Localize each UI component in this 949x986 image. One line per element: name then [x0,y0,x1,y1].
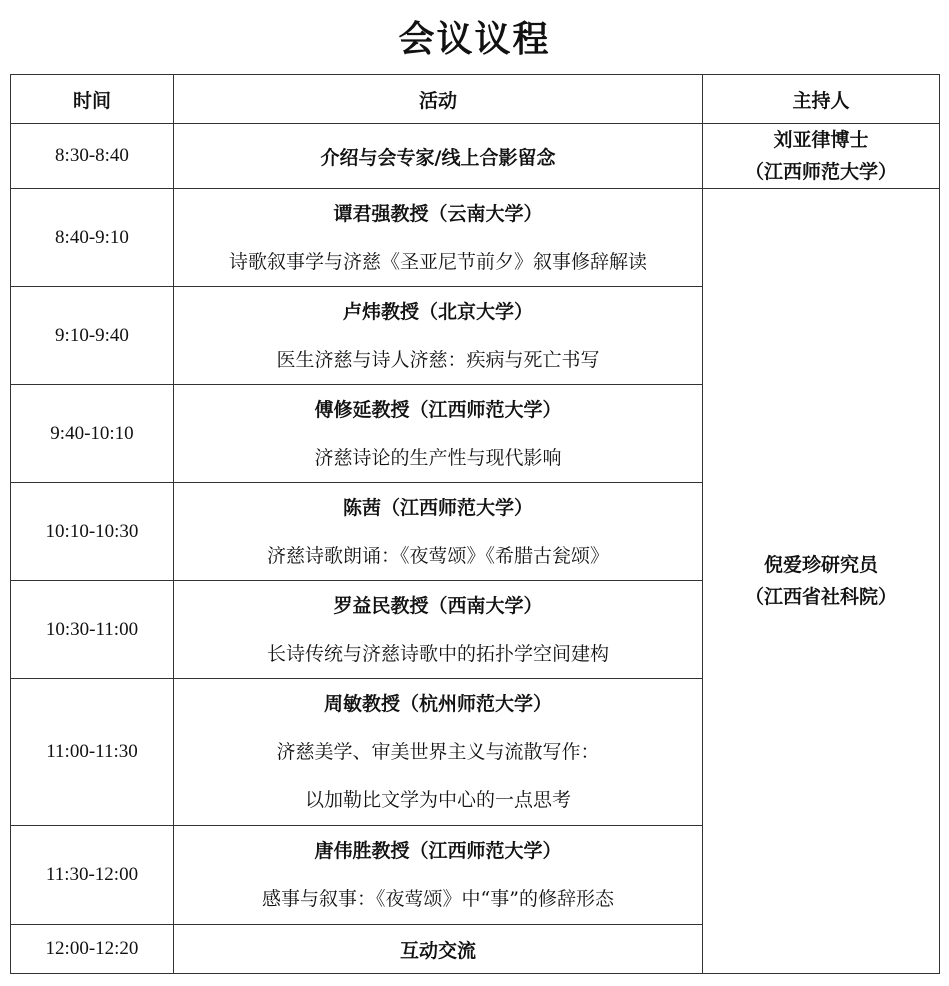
table-row [11,189,940,287]
table-header-row [11,75,940,124]
host-affiliation: （江西省社科院） [744,586,897,608]
header-activity: 活动 [174,75,703,124]
talk-title: 医生济慈与诗人济慈：疾病与死亡书写 [276,348,600,371]
host-name: 刘亚律博士 [773,129,869,151]
speaker-name: 傅修延教授（江西师范大学） [314,398,562,421]
host-name: 倪爱珍研究员 [763,554,878,576]
talk-title: 长诗传统与济慈诗歌中的拓扑学空间建构 [266,642,609,665]
host-cell [703,189,940,974]
time-cell: 10:30-11:00 [11,581,174,679]
talk-title: 济慈诗歌朗诵：《夜莺颂》《希腊古瓮颂》 [266,544,609,567]
speaker-name: 谭君强教授（云南大学） [333,202,543,225]
activity-cell [174,483,703,581]
activity-cell [174,385,703,483]
activity-cell [174,679,703,826]
time-cell: 9:40-10:10 [11,385,174,483]
speaker-name: 罗益民教授（西南大学） [333,594,543,617]
activity-cell [174,189,703,287]
talk-title: 济慈美学、审美世界主义与流散写作： [276,741,600,763]
speaker-name: 唐伟胜教授（江西师范大学） [314,840,562,862]
speaker-name: 周敏教授（杭州师范大学） [323,693,552,715]
activity-cell [174,581,703,679]
talk-title: 济慈诗论的生产性与现代影响 [314,446,562,469]
agenda-table [10,74,940,974]
host-cell [703,124,940,189]
time-cell: 11:30-12:00 [11,826,174,925]
time-cell: 8:40-9:10 [11,189,174,287]
header-time: 时间 [11,75,174,124]
talk-title: 诗歌叙事学与济慈《圣亚尼节前夕》叙事修辞解读 [228,250,647,273]
speaker-name: 陈茜（江西师范大学） [342,496,533,519]
time-cell: 8:30-8:40 [11,124,174,189]
time-cell: 11:00-11:30 [11,679,174,826]
activity-cell: 互动交流 [174,925,703,974]
activity-cell [174,826,703,925]
page-title: 会议议程 [398,19,551,60]
speaker-name: 卢炜教授（北京大学） [342,300,533,323]
activity-cell: 介绍与会专家/线上合影留念 [174,124,703,189]
table-row [11,124,940,189]
time-cell: 9:10-9:40 [11,287,174,385]
host-affiliation: （江西师范大学） [744,161,897,183]
time-cell: 12:00-12:20 [11,925,174,974]
talk-title-continued: 以加勒比文学为中心的一点思考 [304,789,571,811]
time-cell: 10:10-10:30 [11,483,174,581]
activity-cell [174,287,703,385]
header-host: 主持人 [703,75,940,124]
talk-title: 感事与叙事：《夜莺颂》中“事”的修辞形态 [262,888,614,910]
